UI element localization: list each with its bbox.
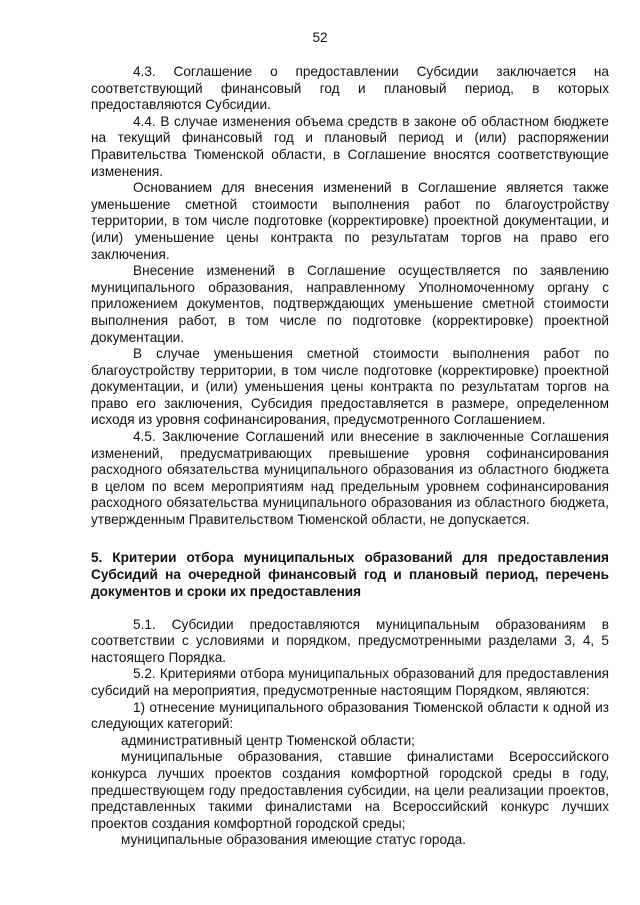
category-item: муниципальные образования, ставшие финалистами Всероссийского конкурса лучших проектов создания комфортной городской среды в году, предшествующем году предоставления субсидии, на цели реализации проектов, представленных такими финалистами на Всероссийский конкурс лучших проектов создания комфортной городской среды; (91, 749, 609, 831)
category-list (91, 733, 609, 849)
paragraph-4-4-reduction: В случае уменьшения сметной стоимости выполнения работ по благоустройству территории, в том числе подготовке (корректировке) проектной документации, и (или) уменьшения цены контракта по результатам торгов на право его заключения, Субсидия предоставляется в размере, определенном исходя из уровня софинансирования, предусмотренного Соглашением. (91, 346, 609, 428)
criterion-1: 1) отнесение муниципального образования Тюменской области к одной из следующих категорий: (91, 699, 609, 732)
category-item: муниципальные образования имеющие статус города. (121, 832, 466, 848)
page-number: 52 (312, 30, 328, 45)
paragraph-5-2: 5.2. Критериями отбора муниципальных образований для предоставления субсидий на мероприятия, предусмотренные настоящим Порядком, являются: (91, 666, 609, 698)
paragraph-4-4-application: Внесение изменений в Соглашение осуществляется по заявлению муниципального образования, направленному Уполномоченному органу с приложением документов, подтверждающих уменьшение сметной стоимости выполнения работ, в том числе по подготовке (корректировке) проектной документации. (91, 263, 609, 345)
paragraph-4-5: 4.5. Заключение Соглашений или внесение в заключенные Соглашения изменений, предусматривающих превышение уровня софинансирования расходного обязательства муниципального образования из областного бюджета в целом по всем мероприятиям над предельным уровнем софинансирования расходного обязательства муниципального образования из областного бюджета, утвержденным Правительством Тюменской области, не допускается. (91, 429, 609, 528)
paragraph-4-3: 4.3. Соглашение о предоставлении Субсидии заключается на соответствующий финансовый год и плановый период, в которых предоставляются Субсидии. (91, 64, 609, 113)
paragraph-4-4-grounds: Основанием для внесения изменений в Соглашение является также уменьшение сметной стоимости выполнения работ по благоустройству территории, в том числе подготовке (корректировке) проектной документации, и (или) уменьшение цены контракта по результатам торгов на право его заключения. (91, 180, 609, 262)
category-item: административный центр Тюменской области; (121, 732, 415, 748)
document-body (91, 64, 609, 849)
paragraph-5-1: 5.1. Субсидии предоставляются муниципальным образованиям в соответствии с условиями и порядком, предусмотренными разделами 3, 4, 5 настоящего Порядка. (91, 616, 609, 665)
paragraph-4-4: 4.4. В случае изменения объема средств в законе об областном бюджете на текущий финансовый год и плановый период и (или) распоряжении Правительства Тюменской области, в Соглашение вносятся соответствующие изменения. (91, 113, 609, 179)
section-5-heading: 5. Критерии отбора муниципальных образований для предоставления Субсидий на очередной финансовый год и плановый период, перечень документов и сроки их предоставления (91, 549, 609, 599)
